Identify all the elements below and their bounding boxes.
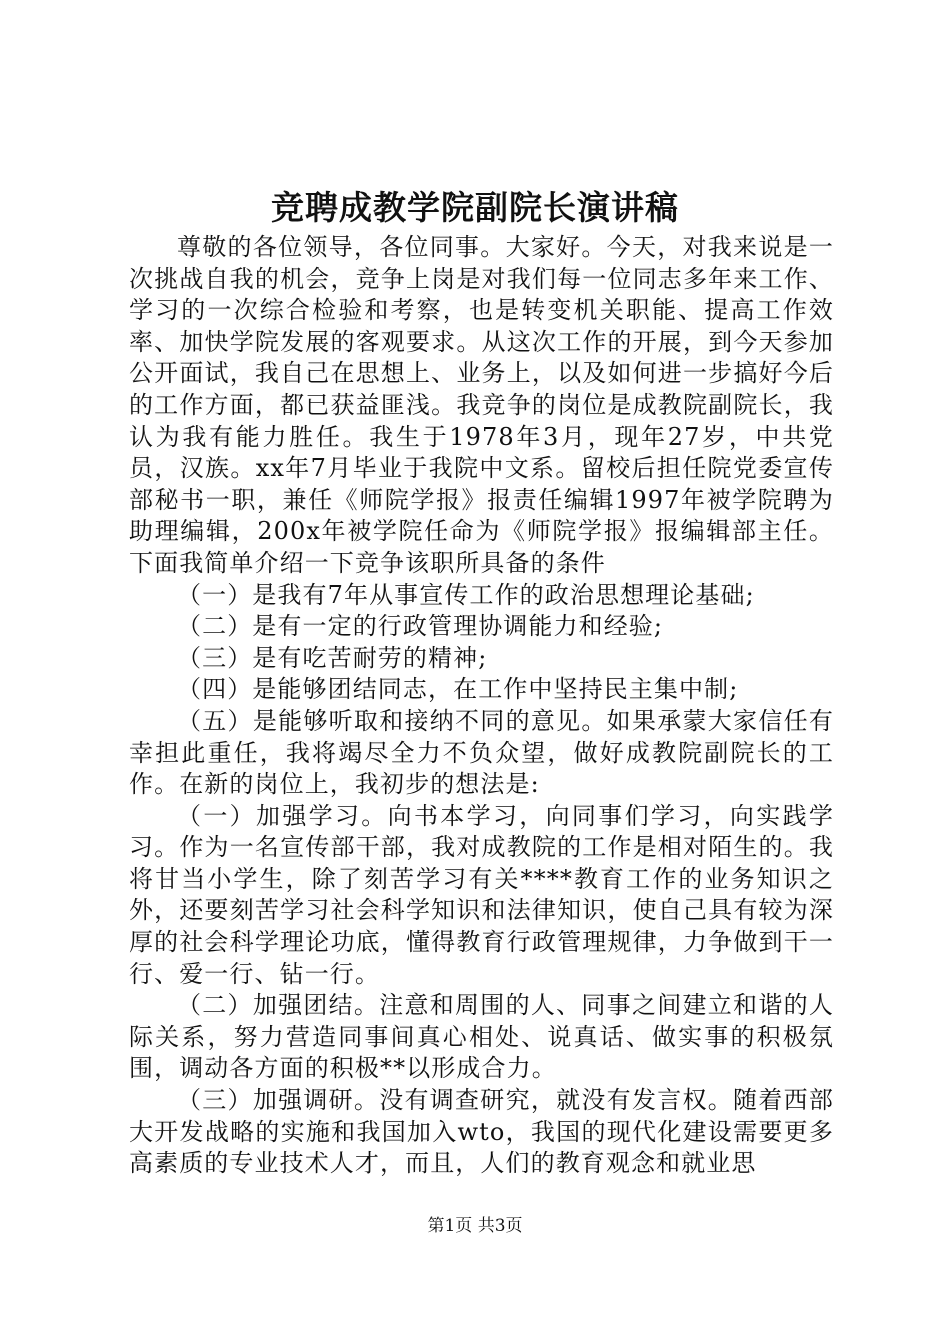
paragraph-plan-research: （三）加强调研。没有调查研究，就没有发言权。随着西部大开发战略的实施和我国加入wto，我国的现代化建设需要更多高素质的专业技术人才，而且，人们的教育观念和就业思 — [129, 1086, 834, 1178]
paragraph-intro: 尊敬的各位领导，各位同事。大家好。今天，对我来说是一次挑战自我的机会，竞争上岗是对我们每一位同志多年来工作、学习的一次综合检验和考察，也是转变机关职能、提高工作效率、加快学院发展的客观要求。从这次工作的开展，到今天参加公开面试，我自己在思想上、业务上，以及如何进一步搞好今后的工作方面，都已获益匪浅。我竞争的岗位是成教院副院长，我认为我有能力胜任。我生于1978年3月，现年27岁，中共党员，汉族。xx年7月毕业于我院中文系。留校后担任院党委宣传部秘书一职，兼任《师院学报》报责任编辑1997年被学院聘为助理编辑，200x年被学院任命为《师院学报》报编辑部主任。下面我简单介绍一下竞争该职所具备的条件 — [129, 233, 834, 577]
paragraph-plan-study: （一）加强学习。向书本学习，向同事们学习，向实践学习。作为一名宣传部干部，我对成教院的工作是相对陌生的。我将甘当小学生，除了刻苦学习有关****教育工作的业务知识之外，还要刻苦学习社会科学知识和法律知识，使自己具有较为深厚的社会科学理论功底，懂得教育行政管理规律，力争做到干一行、爱一行、钻一行。 — [129, 801, 834, 988]
paragraph-plan-unity: （二）加强团结。注意和周围的人、同事之间建立和谐的人际关系，努力营造同事间真心相处、说真话、做实事的积极氛围，调动各方面的积极**以形成合力。 — [129, 991, 834, 1083]
paragraph-condition-4: （四）是能够团结同志，在工作中坚持民主集中制; — [177, 675, 739, 704]
paragraph-condition-1: （一）是我有7年从事宣传工作的政治思想理论基础; — [177, 580, 755, 609]
page-number-footer: 第1页 共3页 — [427, 1216, 523, 1236]
paragraph-condition-5: （五）是能够听取和接纳不同的意见。如果承蒙大家信任有幸担此重任，我将竭尽全力不负众望，做好成教院副院长的工作。在新的岗位上，我初步的想法是: — [129, 706, 834, 799]
paragraph-condition-2: （二）是有一定的行政管理协调能力和经验; — [177, 612, 664, 641]
document-title: 竞聘成教学院副院长演讲稿 — [271, 188, 679, 227]
document-body — [129, 232, 834, 1180]
paragraph-condition-3: （三）是有吃苦耐劳的精神; — [177, 643, 488, 672]
